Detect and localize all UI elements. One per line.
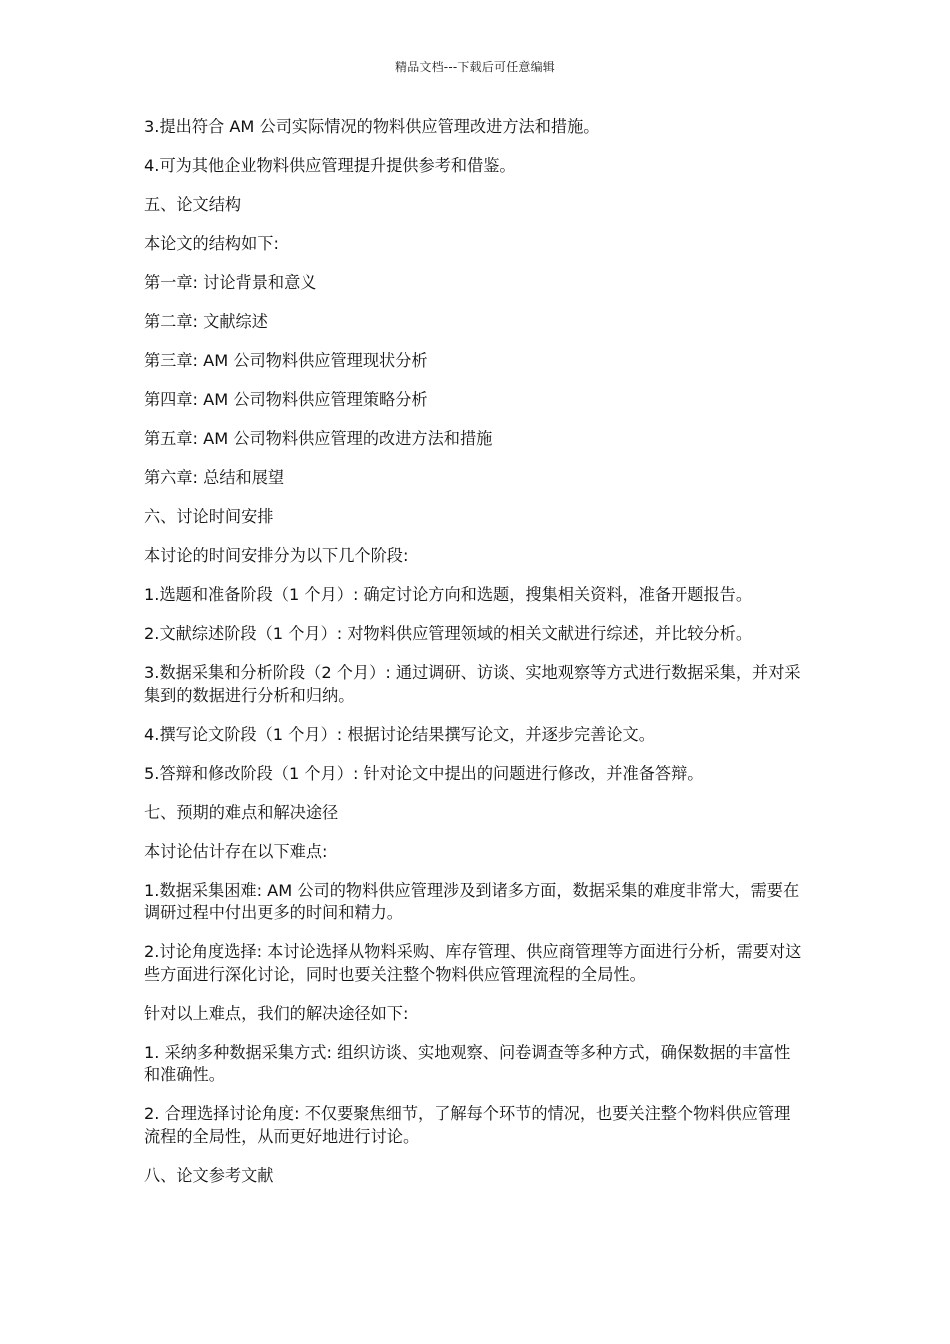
chapter-2: 第二章: 文献综述 (144, 312, 268, 331)
schedule-intro: 本讨论的时间安排分为以下几个阶段: (144, 546, 409, 565)
solution-2: 2. 合理选择讨论角度: 不仅要聚焦细节，了解每个环节的情况，也要关注整个物料供应管理流程的全局性，从而更好地进行讨论。 (144, 1104, 791, 1146)
schedule-stage-1: 1.选题和准备阶段（1 个月）: 确定讨论方向和选题，搜集相关资料，准备开题报告。 (144, 585, 753, 604)
structure-intro: 本论文的结构如下: (144, 234, 279, 253)
difficulty-2: 2.讨论角度选择: 本讨论选择从物料采购、库存管理、供应商管理等方面进行分析，需要对这些方面进行深化讨论，同时也要关注整个物料供应管理流程的全局性。 (144, 942, 802, 984)
section-heading-references: 八、论文参考文献 (144, 1165, 274, 1185)
schedule-stage-2: 2.文献综述阶段（1 个月）: 对物料供应管理领域的相关文献进行综述，并比较分析。 (144, 624, 753, 643)
list-item-objective-3: 3.提出符合 AM 公司实际情况的物料供应管理改进方法和措施。 (144, 117, 600, 136)
chapter-4: 第四章: AM 公司物料供应管理策略分析 (144, 390, 428, 409)
chapter-5: 第五章: AM 公司物料供应管理的改进方法和措施 (144, 429, 493, 448)
document-body (144, 116, 806, 1204)
solution-1: 1. 采纳多种数据采集方式: 组织访谈、实地观察、问卷调查等多种方式，确保数据的丰富性和准确性。 (144, 1042, 791, 1084)
page-header: 精品文档---下载后可任意编辑 (395, 60, 555, 74)
schedule-stage-4: 4.撰写论文阶段（1 个月）: 根据讨论结果撰写论文，并逐步完善论文。 (144, 724, 655, 744)
chapter-1: 第一章: 讨论背景和意义 (144, 273, 317, 292)
schedule-stage-5: 5.答辩和修改阶段（1 个月）: 针对论文中提出的问题进行修改，并准备答辩。 (144, 763, 704, 783)
section-heading-structure: 五、论文结构 (144, 195, 242, 214)
list-item-objective-4: 4.可为其他企业物料供应管理提升提供参考和借鉴。 (144, 156, 516, 175)
difficulty-1: 1.数据采集困难: AM 公司的物料供应管理涉及到诸多方面，数据采集的难度非常大，需要在调研过程中付出更多的时间和精力。 (144, 880, 800, 922)
chapter-6: 第六章: 总结和展望 (144, 468, 285, 487)
schedule-stage-3: 3.数据采集和分析阶段（2 个月）: 通过调研、访谈、实地观察等方式进行数据采集，并对采集到的数据进行分析和归纳。 (144, 663, 801, 705)
chapter-3: 第三章: AM 公司物料供应管理现状分析 (144, 351, 428, 370)
section-heading-difficulties: 七、预期的难点和解决途径 (144, 802, 339, 822)
solutions-intro: 针对以上难点，我们的解决途径如下: (144, 1003, 409, 1023)
section-heading-schedule: 六、讨论时间安排 (144, 507, 274, 526)
difficulties-intro: 本讨论估计存在以下难点: (144, 841, 328, 861)
